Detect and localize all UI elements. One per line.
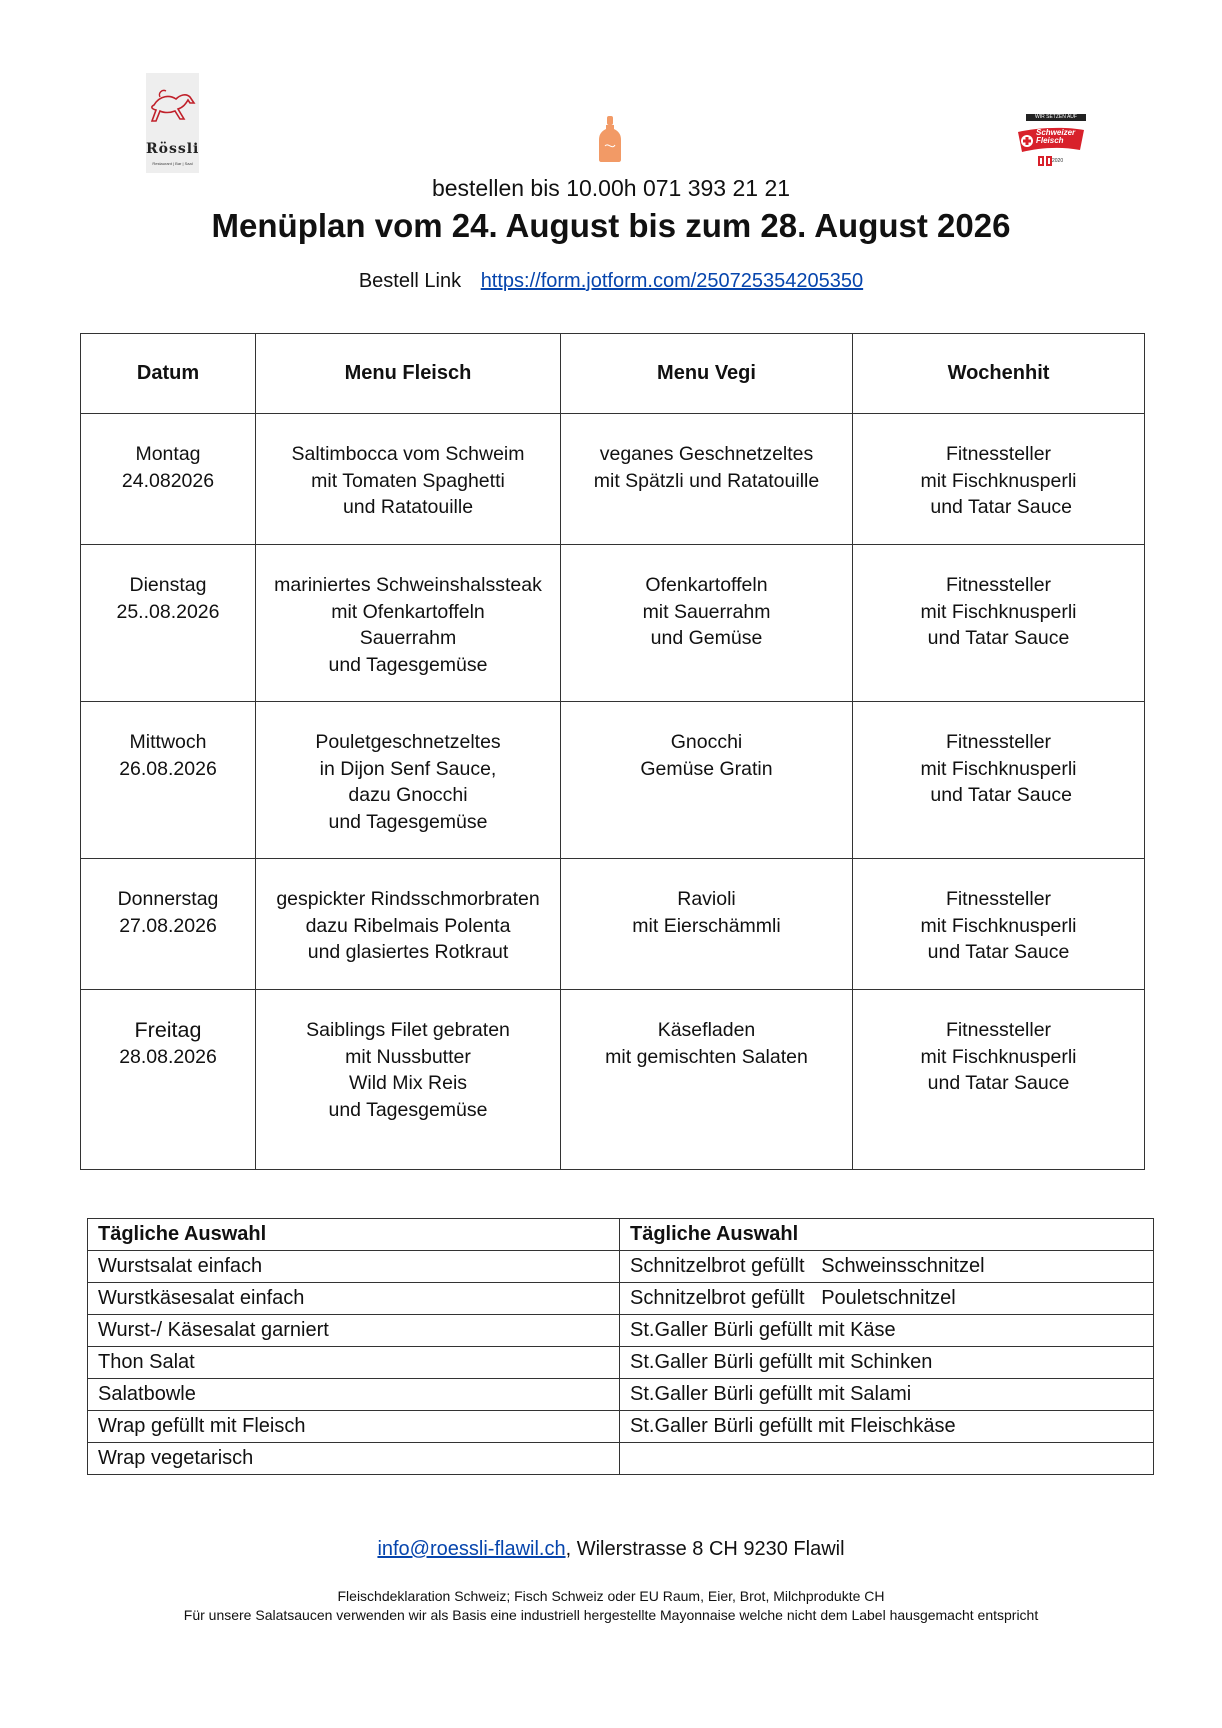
schweizer-fleisch-badge-text: Schweizer Fleisch: [1036, 128, 1076, 145]
weekday-label: Dienstag: [129, 574, 207, 596]
vegi-cell: [561, 545, 853, 702]
date-label: 27.08.2026: [119, 914, 217, 937]
dish-line: veganes Geschnetzeltes: [599, 443, 814, 465]
daily-row: [88, 1347, 1154, 1379]
menu-row: [81, 990, 1145, 1170]
menu-rows: [81, 414, 1145, 1170]
dish-line: in Dijon Senf Sauce,: [319, 757, 497, 780]
daily-rows: [88, 1251, 1154, 1475]
dish-line: mit Sauerrahm: [642, 600, 771, 623]
weekday-label: Freitag: [134, 1018, 202, 1042]
dish-line: und Tatar Sauce: [927, 941, 1070, 963]
date-label: 28.08.2026: [119, 1045, 217, 1068]
dish-line: Fitnessteller: [945, 731, 1052, 753]
daily-item-left: Wrap vegetarisch: [88, 1443, 620, 1475]
weekday-label: Mittwoch: [129, 731, 207, 753]
daily-item-right: Schnitzelbrot gefüllt Schweinsschnitzel: [620, 1251, 1154, 1283]
dish-line: Fitnessteller: [945, 888, 1052, 910]
date-label: 24.082026: [121, 469, 215, 492]
order-deadline-text: bestellen bis 10.00h 071 393 21 21: [431, 175, 791, 201]
menu-row: [81, 545, 1145, 702]
date-cell: [81, 414, 256, 545]
header-menu-fleisch: Menu Fleisch: [256, 334, 561, 414]
dish-line: Saiblings Filet gebraten: [306, 1019, 510, 1041]
wochenhit-cell: [853, 414, 1145, 545]
menu-row: [81, 414, 1145, 545]
dish-line: Gnocchi: [670, 731, 743, 753]
dish-line: und Tagesgemüse: [328, 653, 488, 676]
date-label: 26.08.2026: [119, 757, 217, 780]
dish-line: Fitnessteller: [945, 1019, 1052, 1041]
dish-line: Pouletgeschnetzeltes: [315, 731, 501, 753]
dish-line: Fitnessteller: [945, 443, 1052, 465]
daily-item-right: St.Galler Bürli gefüllt mit Salami: [620, 1379, 1154, 1411]
mayonnaise-note: Für unsere Salatsaucen verwenden wir als Basis eine industriell hergestellte Mayonnaise welche nicht dem Label hausgemacht entspricht: [183, 1607, 1039, 1623]
daily-item-left: Salatbowle: [88, 1379, 620, 1411]
daily-item-left: Wurstsalat einfach: [88, 1251, 620, 1283]
swiss-flag-icon: [1038, 156, 1052, 166]
daily-item-right: [620, 1443, 1154, 1475]
dish-line: mit Fischknusperli: [920, 1045, 1077, 1068]
daily-item-right: Schnitzelbrot gefüllt Pouletschnitzel: [620, 1283, 1154, 1315]
horse-icon: [146, 73, 199, 141]
vegi-cell: [561, 990, 853, 1170]
fleisch-cell: [256, 414, 561, 545]
dish-line: Wild Mix Reis: [348, 1072, 468, 1094]
dish-line: mit Fischknusperli: [920, 600, 1077, 623]
daily-row: [88, 1283, 1154, 1315]
daily-header-right: Tägliche Auswahl: [620, 1219, 1154, 1251]
dish-line: und Tatar Sauce: [924, 784, 1073, 806]
dish-line: Sauerrahm: [359, 627, 457, 649]
header-wochenhit: Wochenhit: [853, 334, 1145, 414]
daily-item-right: St.Galler Bürli gefüllt mit Käse: [620, 1315, 1154, 1347]
dish-line: und Tagesgemüse: [328, 1098, 488, 1121]
wochenhit-cell: [853, 859, 1145, 990]
dish-line: mit Fischknusperli: [920, 469, 1077, 492]
roessli-wordmark: Rössli: [146, 141, 200, 157]
dish-line: gespickter Rindsschmorbraten: [276, 888, 540, 910]
date-cell: [81, 702, 256, 859]
dish-line: Fitnessteller: [945, 574, 1052, 596]
dish-line: Ravioli: [677, 888, 736, 910]
dish-line: und Tagesgemüse: [328, 810, 488, 833]
daily-row: [88, 1315, 1154, 1347]
daily-row: [88, 1443, 1154, 1475]
dish-line: mit Eierschämmli: [632, 914, 781, 937]
dish-line: und Tatar Sauce: [927, 627, 1070, 649]
fleisch-cell: [256, 545, 561, 702]
daily-item-left: Wrap gefüllt mit Fleisch: [88, 1411, 620, 1443]
menu-row: [81, 702, 1145, 859]
daily-row: [88, 1251, 1154, 1283]
dish-line: dazu Ribelmais Polenta: [305, 914, 511, 937]
dish-line: und Gemüse: [650, 627, 763, 649]
schweizer-fleisch-top-text: WIR SETZEN AUF: [1026, 114, 1086, 121]
weekday-label: Montag: [135, 443, 201, 465]
daily-item-right: St.Galler Bürli gefüllt mit Schinken: [620, 1347, 1154, 1379]
vegi-cell: [561, 859, 853, 990]
dish-line: dazu Gnocchi: [348, 784, 468, 806]
page-title: Menüplan vom 24. August bis zum 28. August 2026: [211, 207, 1011, 244]
header-menu-vegi: Menu Vegi: [561, 334, 853, 414]
dish-line: Gemüse Gratin: [640, 757, 773, 780]
bottle-icon: [598, 116, 622, 162]
date-cell: [81, 859, 256, 990]
roessli-tagline: Restaurant | Bar | Saal: [152, 161, 193, 166]
weekly-menu-table: [80, 333, 1145, 1170]
dish-line: mit gemischten Salaten: [605, 1045, 808, 1068]
daily-item-left: Wurstkäsesalat einfach: [88, 1283, 620, 1315]
fleisch-cell: [256, 859, 561, 990]
daily-header-left: Tägliche Auswahl: [88, 1219, 620, 1251]
meat-declaration-note: Fleischdeklaration Schweiz; Fisch Schweiz oder EU Raum, Eier, Brot, Milchprodukte CH: [337, 1588, 885, 1604]
dish-line: Ofenkartoffeln: [645, 574, 768, 596]
wochenhit-cell: [853, 702, 1145, 859]
daily-selection-table: [87, 1218, 1154, 1475]
order-link-line: [0, 270, 1222, 293]
wochenhit-cell: [853, 990, 1145, 1170]
weekday-label: Donnerstag: [117, 888, 219, 910]
dish-line: und Ratatouille: [342, 496, 474, 518]
dish-line: Käsefladen: [657, 1019, 756, 1041]
schweizer-fleisch-logo: [1012, 110, 1090, 172]
date-cell: [81, 545, 256, 702]
daily-row: [88, 1411, 1154, 1443]
daily-item-left: Thon Salat: [88, 1347, 620, 1379]
daily-item-left: Wurst-/ Käsesalat garniert: [88, 1315, 620, 1347]
order-link-label: Bestell Link: [358, 270, 462, 292]
fleisch-cell: [256, 702, 561, 859]
dish-line: mariniertes Schweinshalssteak: [274, 574, 542, 596]
contact-line: [0, 1538, 1222, 1561]
dish-line: mit Tomaten Spaghetti: [311, 469, 505, 492]
dish-line: mit Nussbutter: [345, 1045, 471, 1068]
address-text: , Wilerstrasse 8 CH 9230 Flawil: [565, 1538, 845, 1560]
vegi-cell: [561, 414, 853, 545]
schweizer-fleisch-year: 2020: [1052, 158, 1064, 164]
daily-row: [88, 1379, 1154, 1411]
dish-line: und Tatar Sauce: [924, 496, 1073, 518]
date-cell: [81, 990, 256, 1170]
daily-item-right: St.Galler Bürli gefüllt mit Fleischkäse: [620, 1411, 1154, 1443]
order-link[interactable]: https://form.jotform.com/250725354205350: [480, 270, 864, 292]
wochenhit-cell: [853, 545, 1145, 702]
dish-line: mit Spätzli und Ratatouille: [593, 469, 820, 492]
dish-line: mit Ofenkartoffeln: [331, 600, 485, 623]
date-label: 25..08.2026: [116, 600, 220, 623]
dish-line: mit Fischknusperli: [920, 914, 1077, 937]
dish-line: Saltimbocca vom Schweim: [291, 443, 525, 465]
roessli-logo: [146, 73, 199, 173]
dish-line: und glasiertes Rotkraut: [307, 941, 509, 963]
header-datum: Datum: [81, 334, 256, 414]
vegi-cell: [561, 702, 853, 859]
email-link[interactable]: info@roessli-flawil.ch: [377, 1538, 566, 1560]
dish-line: mit Fischknusperli: [920, 757, 1077, 780]
menu-row: [81, 859, 1145, 990]
bottle-logo: [598, 116, 622, 162]
dish-line: und Tatar Sauce: [927, 1072, 1070, 1094]
fleisch-cell: [256, 990, 561, 1170]
